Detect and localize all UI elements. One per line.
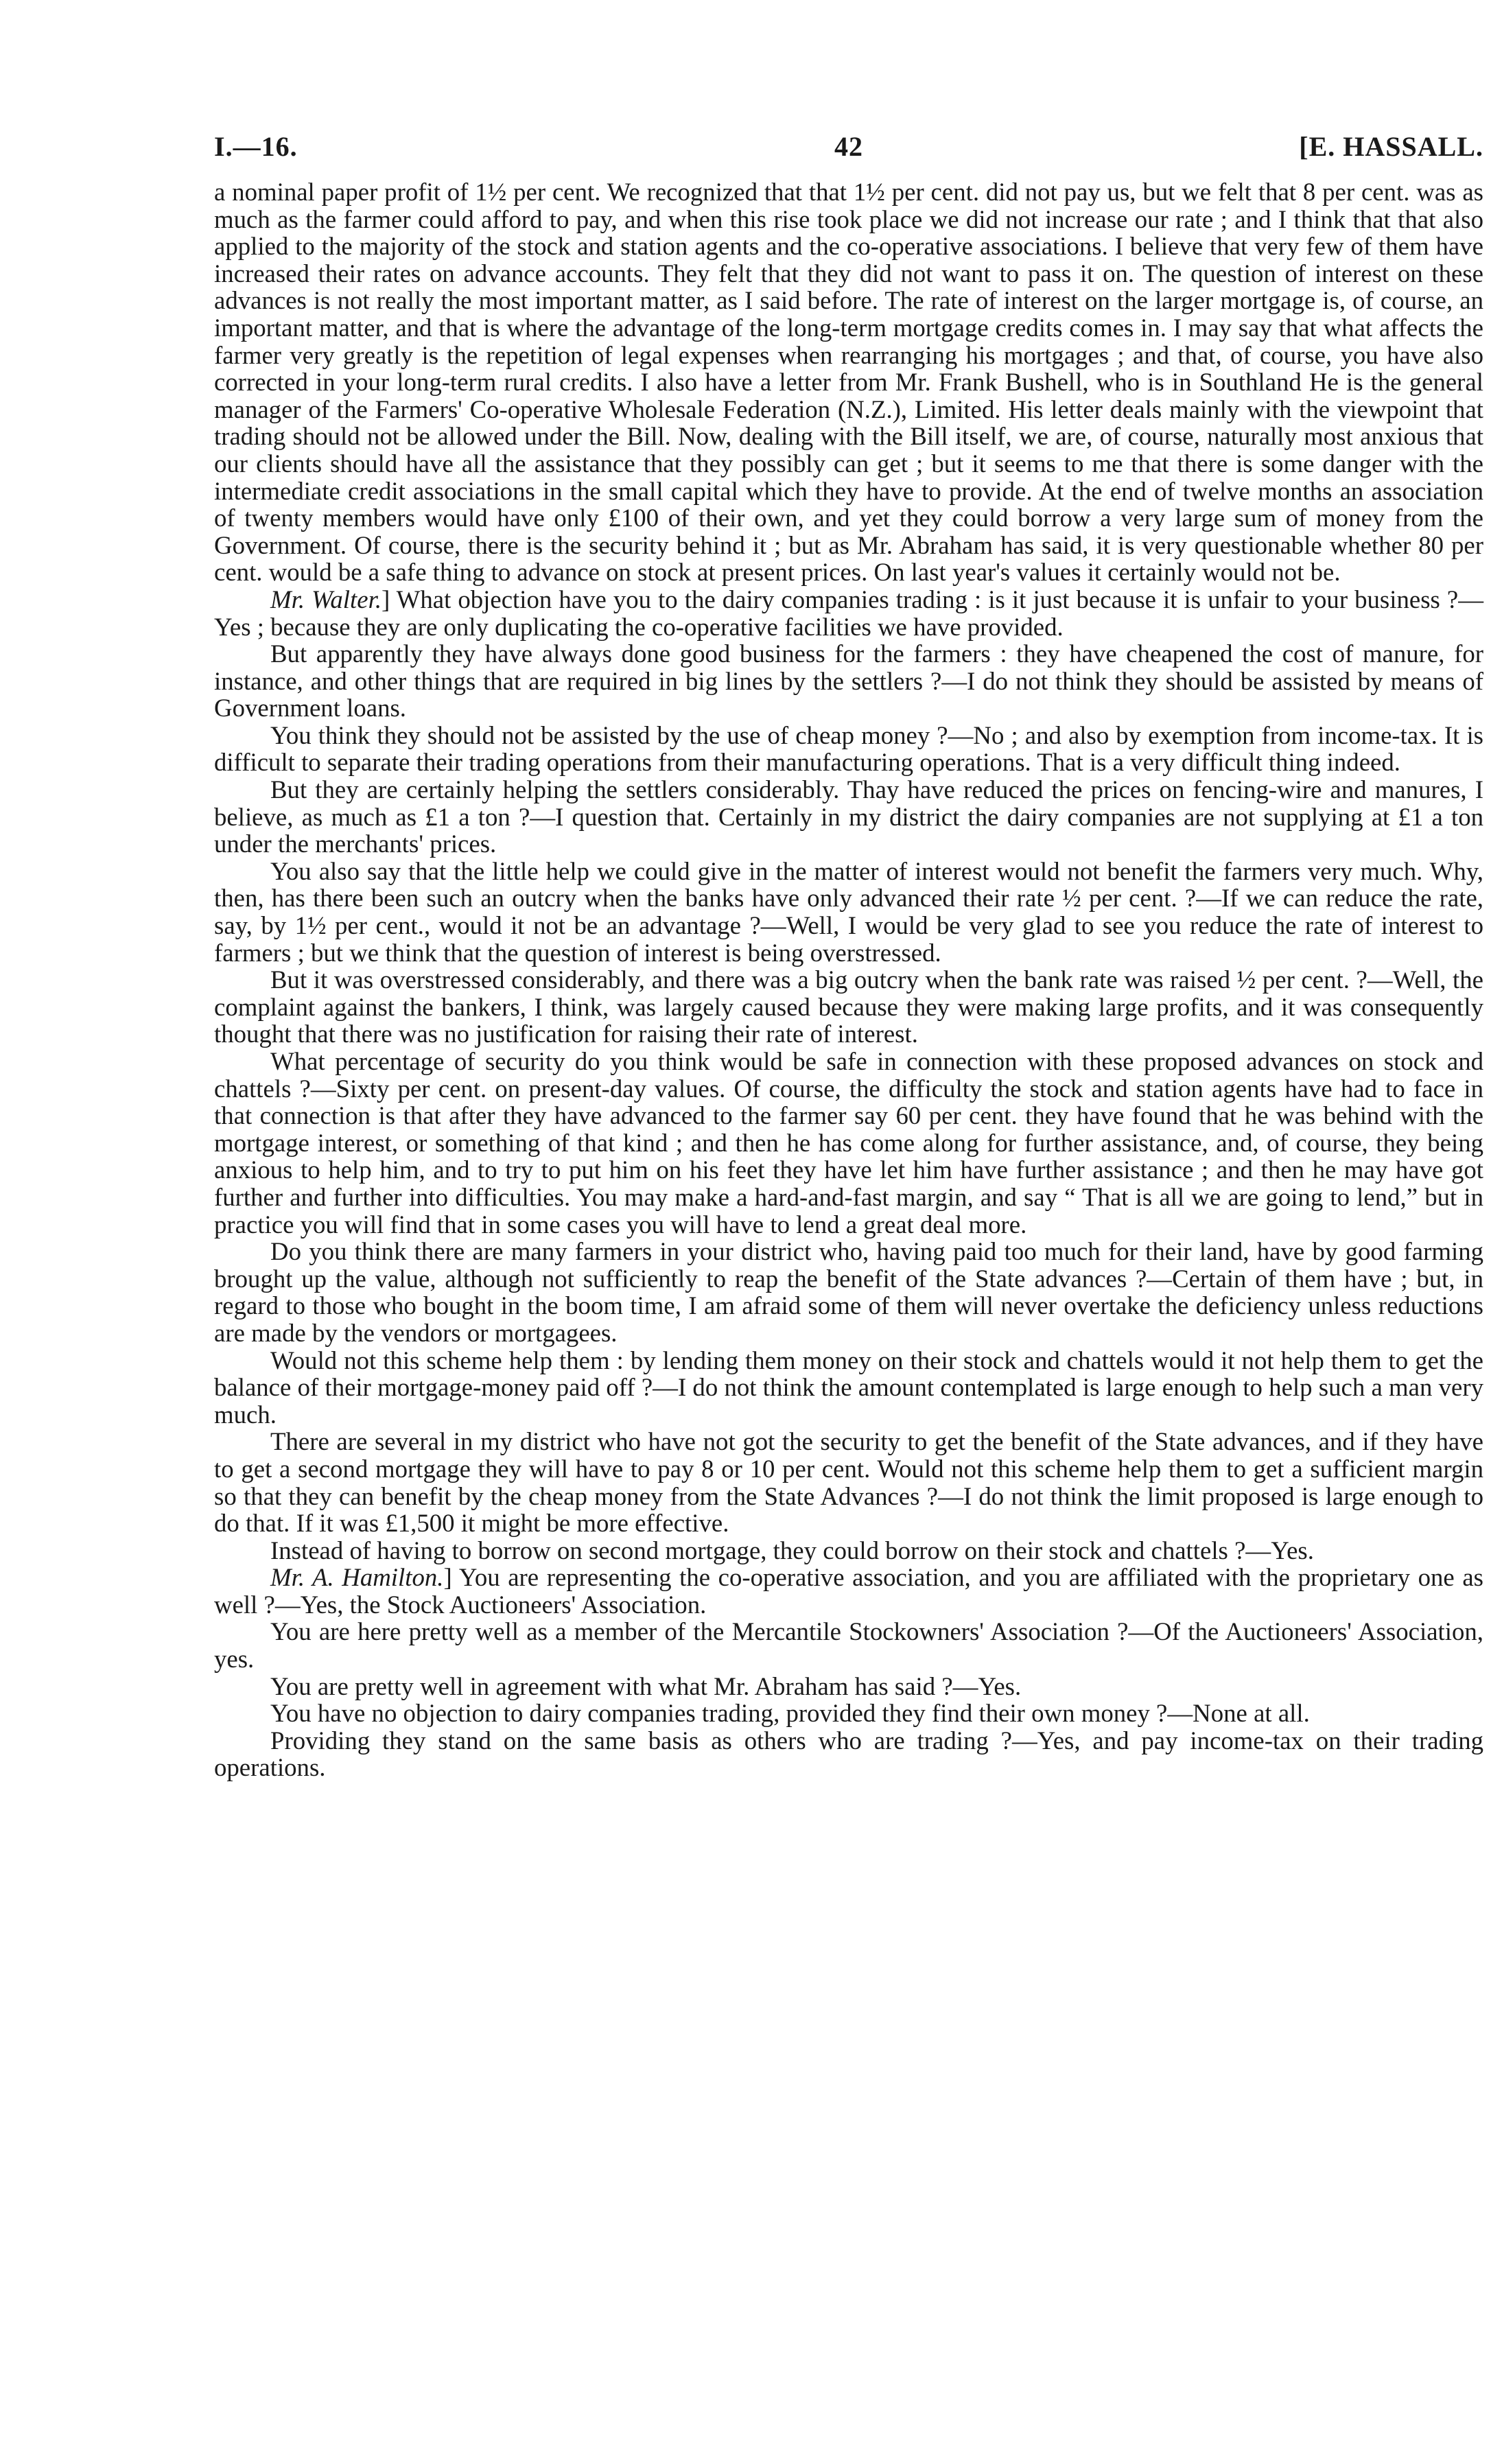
witness-name: [E. HASSALL. <box>1299 131 1483 162</box>
paragraph: Providing they stand on the same basis as others who are trading ?—Yes, and pay income-tax on their trading operations. <box>214 1726 1483 1782</box>
paper-reference: I.—16. <box>214 131 298 162</box>
paragraph: a nominal paper profit of 1½ per cent. We recognized that that 1½ per cent. did not pay us, but we felt that 8 per cent. was as much as the farmer could afford to pay, and when this rise took place we did not increase our rate ; and I think that that also applied to the majority of the stock and station agents and the co-operative associations. I believe that very few of them have increased their rates on advance accounts. They felt that they did not want to pass it on. The question of interest on these advances is not really the most important matter, as I said before. The rate of interest on the larger mortgage is, of course, an important matter, and that is where the advantage of the long-term mortgage credits comes in. I may say that what affects the farmer very greatly is the repetition of legal expenses when rearranging his mortgages ; and that, of course, you have also corrected in your long-term rural credits. I also have a letter from Mr. Frank Bushell, who is in Southland He is the general manager of the Farmers' Co-operative Wholesale Federation (N.Z.), Limited. His letter deals mainly with the viewpoint that trading should not be allowed under the Bill. Now, dealing with the Bill itself, we are, of course, naturally most anxious that our clients should have all the assistance that they possibly can get ; but it seems to me that there is some danger with the intermediate credit associations in the small capital which they have to provide. At the end of twelve months an association of twenty members would have only £100 of their own, and yet they could borrow a very large sum of money from the Government. Of course, there is the security behind it ; but as Mr. Abraham has said, it is very questionable whether 80 per cent. would be a safe thing to advance on stock at present prices. On last year's values it certainly would not be. <box>214 178 1483 587</box>
paragraph: You are pretty well in agreement with what Mr. Abraham has said ?—Yes. <box>270 1671 1022 1700</box>
paragraph: You also say that the little help we could give in the matter of interest would not benefit the farmers very much. Why, then, has there been such an outcry when the banks have only advanced their rate ½ per cent. ?—If we can reduce the rate, say, by 1½ per cent., would it not be an advantage ?—Well, I would be very glad to see you reduce the rate of interest to farmers ; but we think that the question of interest is being overstressed. <box>214 856 1483 967</box>
paragraph: There are several in my district who have not got the security to get the benefit of the State advances, and if they have to get a second mortgage they will have to pay 8 or 10 per cent. Would not this scheme help them to get a sufficient margin so that they can benefit by the cheap money from the State Advances ?—I do not think the limit proposed is large enough to do that. If it was £1,500 it might be more effective. <box>214 1427 1483 1538</box>
speaker-name: Mr. Walter. <box>270 585 382 613</box>
paragraph: Would not this scheme help them : by lending them money on their stock and chattels would it not help them to get the balance of their mortgage-money paid off ?—I do not think the amount contemplated is large enough to help such a man very much. <box>214 1346 1483 1429</box>
paragraph: But apparently they have always done good business for the farmers : they have cheapened the cost of manure, for instance, and other things that are required in big lines by the settlers ?—I do not think they should be assisted by means of Government loans. <box>214 640 1483 723</box>
paragraph: Mr. Walter.] What objection have you to the dairy companies trading : is it just because it is unfair to your business ?—Yes ; because they are only duplicating the co-operative facilities we have provided. <box>214 585 1483 641</box>
page-number: 42 <box>834 131 863 162</box>
paragraph: What percentage of security do you think would be safe in connection with these proposed advances on stock and chattels ?—Sixty per cent. on present-day values. Of course, the difficulty the stock and station agents have had to face in that connection is that after they have advanced to the farmer say 60 per cent. they have found that he was behind with the mortgage interest, or something of that kind ; and then he has come along for further assistance, and, of course, they being anxious to help him, and to try to put him on his feet they have let him have further assistance ; and then he may have got further and further into difficulties. You may make a hard-and-fast margin, and say “ That is all we are going to lend,” but in practice you will find that in some cases you will have to lend a great deal more. <box>214 1047 1483 1239</box>
paragraph: Instead of having to borrow on second mortgage, they could borrow on their stock and chattels ?—Yes. <box>270 1536 1314 1564</box>
paragraph: You are here pretty well as a member of the Mercantile Stockowners' Association ?—Of the Auctioneers' Association, yes. <box>214 1617 1483 1674</box>
paragraph: But they are certainly helping the settlers considerably. Thay have reduced the prices on fencing-wire and manures, I believe, as much as £1 a ton ?—I question that. Certainly in my district the dairy companies are not supplying at £1 a ton under the merchants' prices. <box>214 775 1483 858</box>
paragraph: You have no objection to dairy companies trading, provided they find their own money ?—None at all. <box>270 1699 1310 1728</box>
page-header <box>214 130 1483 178</box>
paragraph: But it was overstressed considerably, and there was a big outcry when the bank rate was raised ½ per cent. ?—Well, the complaint against the bankers, I think, was largely caused because they were making large profits, and it was consequently thought that there was no justification for raising their rate of interest. <box>214 965 1483 1048</box>
paragraph: You think they should not be assisted by the use of cheap money ?—No ; and also by exemption from income-tax. It is difficult to separate their trading operations from their manufacturing operations. That is a very difficult thing indeed. <box>214 720 1483 777</box>
speaker-name: Mr. A. Hamilton. <box>270 1563 444 1592</box>
paragraph: Do you think there are many farmers in your district who, having paid too much for their land, have by good farming brought up the value, although not sufficiently to reap the benefit of the State advances ?—Certain of them have ; but, in regard to those who bought in the boom time, I am afraid some of them will never overtake the deficiency unless reductions are made by the vendors or mortgagees. <box>214 1237 1483 1347</box>
paragraph: Mr. A. Hamilton.] You are representing the co-operative association, and you are affiliated with the proprietary one as well ?—Yes, the Stock Auctioneers' Association. <box>214 1563 1483 1619</box>
evidence-text <box>214 178 1483 1781</box>
document-page <box>214 130 1483 1781</box>
